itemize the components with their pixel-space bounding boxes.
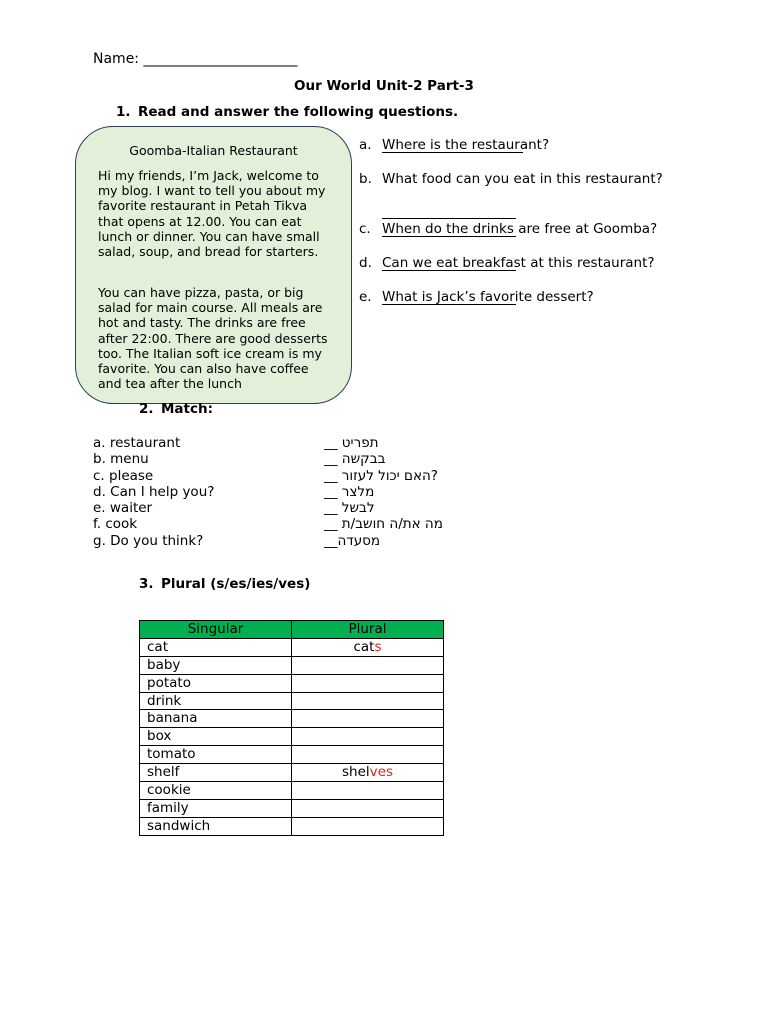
section-1-number: 1.	[116, 104, 131, 120]
match-hebrew-item[interactable]: __ מלצר	[324, 483, 375, 500]
answer-blank[interactable]	[382, 304, 516, 305]
plural-cell[interactable]	[292, 674, 444, 692]
singular-cell: cat	[140, 638, 292, 656]
singular-cell: tomato	[140, 746, 292, 764]
singular-cell: sandwich	[140, 817, 292, 835]
bubble-paragraph-2: You can have pizza, pasta, or big salad for main course. All meals are hot and tasty. The drinks are free after 22:00. There are good desserts too. The Italian soft ice cream is my favorite. You can also have coffee and tea after the lunch	[98, 285, 328, 392]
match-item: d. Can I help you?	[93, 483, 215, 500]
match-hebrew-item[interactable]: __ לבשל	[324, 500, 375, 517]
question-text: Can we eat breakfast at this restaurant?	[382, 255, 655, 271]
singular-cell: shelf	[140, 764, 292, 782]
plural-cell[interactable]	[292, 799, 444, 817]
table-row	[140, 656, 444, 674]
table-row	[140, 764, 444, 782]
match-english-list	[93, 435, 214, 549]
question-letter: a.	[359, 137, 372, 153]
question-letter: b.	[359, 171, 372, 187]
match-item: a. restaurant	[93, 435, 181, 451]
plural-table	[139, 620, 444, 836]
answer-blank[interactable]	[382, 218, 516, 219]
answer-blank[interactable]	[382, 152, 523, 153]
question-text: When do the drinks are free at Goomba?	[382, 221, 658, 237]
table-row	[140, 799, 444, 817]
singular-cell: family	[140, 799, 292, 817]
question-text: Where is the restaurant?	[382, 137, 550, 153]
bubble-title: Goomba-Italian Restaurant	[129, 143, 298, 158]
plural-cell[interactable]	[292, 782, 444, 800]
section-2-number: 2.	[139, 401, 154, 417]
plural-cell[interactable]	[292, 692, 444, 710]
question-text: What is Jack’s favorite dessert?	[382, 289, 594, 305]
table-row	[140, 710, 444, 728]
table-row	[140, 782, 444, 800]
match-item: c. please	[93, 467, 154, 484]
header-plural: Plural	[292, 621, 444, 639]
table-row	[140, 728, 444, 746]
plural-stem: cat	[353, 638, 375, 655]
table-row	[140, 674, 444, 692]
match-item: g. Do you think?	[93, 532, 204, 549]
question-letter: d.	[359, 255, 372, 271]
plural-cell[interactable]	[292, 710, 444, 728]
section-1-text: Read and answer the following questions.	[138, 104, 459, 120]
plural-cell[interactable]	[292, 817, 444, 835]
answer-blank[interactable]	[382, 270, 516, 271]
question-letter: c.	[359, 221, 371, 237]
match-hebrew-item[interactable]: __ מה את/ה חושב/ת	[324, 516, 443, 533]
section-3-number: 3.	[139, 576, 154, 592]
question-letter: e.	[359, 289, 372, 305]
plural-suffix: s	[374, 638, 382, 655]
plural-cell[interactable]	[292, 764, 444, 782]
match-hebrew-item[interactable]: __ תפריט	[324, 435, 379, 451]
singular-cell: baby	[140, 656, 292, 674]
blog-text-bubble	[75, 126, 352, 404]
bubble-paragraph-1: Hi my friends, I’m Jack, welcome to my blog. I want to tell you about my favorite restaurant in Petah Tikva that opens at 12.00. You can eat lunch or dinner. You can have small salad, soup, and bread for starters.	[98, 168, 326, 260]
section-1-heading	[116, 104, 458, 120]
match-item: e. waiter	[93, 500, 153, 517]
table-row	[140, 746, 444, 764]
section-2-heading	[139, 401, 213, 417]
match-hebrew-list	[324, 435, 443, 549]
plural-stem: shel	[342, 764, 370, 781]
answer-blank[interactable]	[382, 236, 516, 237]
singular-cell: cookie	[140, 782, 292, 800]
plural-cell[interactable]	[292, 728, 444, 746]
match-item: f. cook	[93, 516, 138, 533]
match-hebrew-item[interactable]: __ האם יכול לעזור?	[324, 467, 438, 484]
match-item: b. menu	[93, 451, 149, 468]
table-row	[140, 638, 444, 656]
page-title: Our World Unit-2 Part-3	[294, 78, 474, 94]
singular-cell: potato	[140, 674, 292, 692]
section-3-text: Plural (s/es/ies/ves)	[161, 576, 311, 592]
singular-cell: drink	[140, 692, 292, 710]
section-3-heading	[139, 576, 310, 592]
plural-cell[interactable]	[292, 746, 444, 764]
match-hebrew-item[interactable]: __ בבקשה	[324, 451, 386, 468]
question-text: What food can you eat in this restaurant?	[382, 171, 663, 187]
table-header-row	[140, 621, 444, 639]
singular-cell: banana	[140, 710, 292, 728]
match-hebrew-item[interactable]: __מסעדה	[324, 532, 381, 549]
section-2-text: Match:	[161, 401, 214, 417]
plural-cell[interactable]	[292, 656, 444, 674]
plural-suffix: ves	[369, 764, 393, 781]
header-singular: Singular	[140, 621, 292, 639]
name-field-line[interactable]: Name: ______________________	[93, 51, 298, 67]
singular-cell: box	[140, 728, 292, 746]
plural-cell[interactable]	[292, 638, 444, 656]
table-row	[140, 692, 444, 710]
table-row	[140, 817, 444, 835]
